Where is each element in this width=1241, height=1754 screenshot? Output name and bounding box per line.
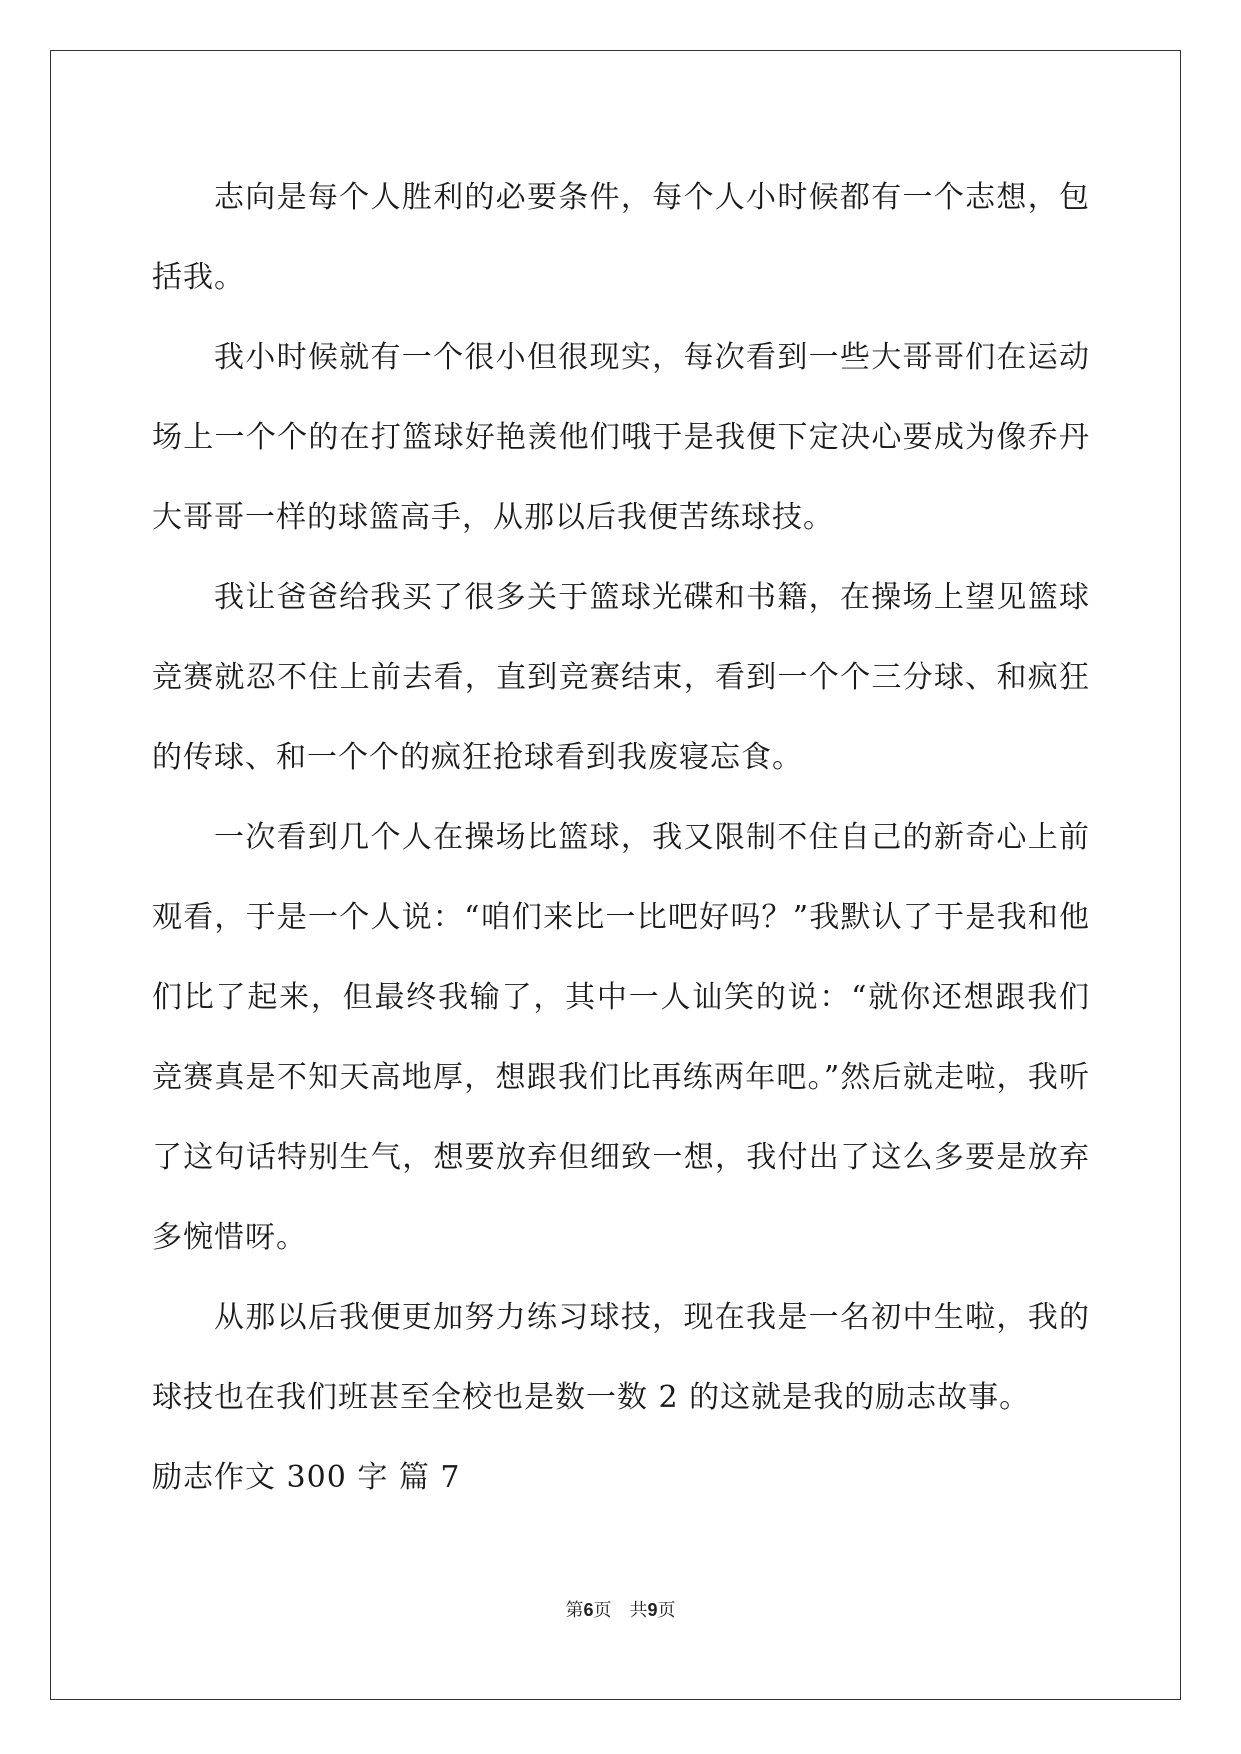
paragraph-4: 一次看到几个人在操场比篮球，我又限制不住自己的新奇心上前观看，于是一个人说：“咱们来比一比吧好吗？”我默认了于是我和他们比了起来，但最终我输了，其中一人讪笑的说：“就你还想跟我们竞赛真是不知天高地厚，想跟我们比再练两年吧。”然后就走啦，我听了这句话特别生气，想要放弃但细致一想，我付出了这么多要是放弃多惋惜呀。 [152, 820, 1090, 1255]
current-page-number: 6 [583, 1600, 594, 1620]
total-prefix: 共 [629, 1600, 648, 1621]
total-pages-number: 9 [647, 1600, 658, 1620]
page-prefix: 第 [565, 1600, 584, 1621]
paragraph-3: 我让爸爸给我买了很多关于篮球光碟和书籍，在操场上望见篮球竞赛就忍不住上前去看，直到竞赛结束，看到一个个三分球、和疯狂的传球、和一个个的疯狂抢球看到我废寝忘食。 [152, 580, 1090, 775]
total-suffix: 页 [657, 1600, 676, 1621]
paragraph-5: 从那以后我便更加努力练习球技，现在我是一名初中生啦，我的球技也在我们班甚至全校也是数一数 2 的这就是我的励志故事。 [152, 1300, 1090, 1415]
paragraph-2: 我小时候就有一个很小但很现实，每次看到一些大哥哥们在运动场上一个个的在打篮球好艳羡他们哦于是我便下定决心要成为像乔丹大哥哥一样的球篮高手，从那以后我便苦练球技。 [152, 340, 1090, 535]
page-suffix: 页 [593, 1600, 612, 1621]
section-heading: 励志作文 300 字 篇 7 [152, 1460, 461, 1495]
page-footer [0, 1596, 1241, 1622]
paragraph-1: 志向是每个人胜利的必要条件，每个人小时候都有一个志想，包括我。 [152, 180, 1090, 295]
document-body [152, 158, 1090, 1518]
